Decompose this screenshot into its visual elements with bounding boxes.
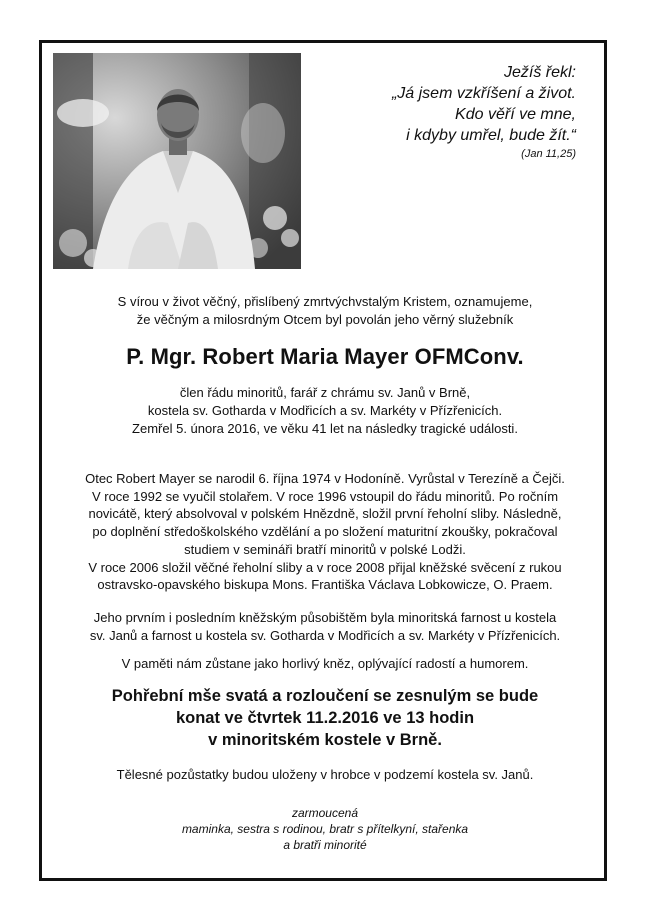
signature-line: a bratři minorité bbox=[283, 838, 367, 852]
funeral-announcement bbox=[53, 685, 597, 751]
signature-line: zarmoucená bbox=[291, 806, 359, 820]
biography-line: studiem v semináři bratří minoritů v polské Lodži. bbox=[184, 541, 466, 557]
mourners-signature bbox=[53, 805, 597, 853]
remains-note: Tělesné pozůstatky budou uloženy v hrobce v podzemí kostela sv. Janů. bbox=[116, 767, 534, 782]
deceased-details bbox=[53, 384, 597, 438]
biography-line: novicátě, který absolvoval v polském Hnězdně, složil první řeholní sliby. Následně, bbox=[88, 506, 562, 522]
funeral-line: konat ve čtvrtek 11.2.2016 ve 13 hodin bbox=[175, 709, 475, 727]
biography-line: V roce 2006 složil věčné řeholní sliby a v roce 2008 přijal kněžské svěcení z rukou bbox=[88, 559, 562, 575]
ministry-line: sv. Janů a farnost u kostela sv. Gotharda v Modřicích a sv. Markéty v Přízřenicích. bbox=[89, 628, 561, 643]
signature-line: maminka, sestra s rodinou, bratr s přítelkyní, stařenka bbox=[181, 822, 469, 836]
biography-line: Otec Robert Mayer se narodil 6. října 1974 v Hodoníně. Vyrůstal v Terezíně a Čejči. bbox=[85, 471, 565, 486]
biography bbox=[53, 470, 597, 594]
announcement-intro bbox=[53, 293, 597, 329]
memory-paragraph: V paměti nám zůstane jako horlivý kněz, oplývající radostí a humorem. bbox=[121, 656, 529, 671]
quote-line: „Já jsem vzkříšení a život. bbox=[391, 85, 576, 102]
quote-reference: (Jan 11,25) bbox=[521, 148, 576, 160]
details-line: Zemřel 5. února 2016, ve věku 41 let na následky tragické události. bbox=[132, 421, 518, 436]
scripture-quote bbox=[336, 62, 576, 162]
ministry-line: Jeho prvním i posledním kněžským působištěm byla minoritská farnost u kostela bbox=[93, 610, 557, 625]
details-line: kostela sv. Gotharda v Modřicích a sv. Markéty v Přízřenicích. bbox=[147, 403, 503, 418]
biography-line: ostravsko-opavského biskupa Mons. Františka Václava Lobkowicze, O. Praem. bbox=[97, 577, 553, 593]
ministry-paragraph bbox=[53, 609, 597, 645]
quote-line: Ježíš řekl: bbox=[503, 64, 576, 81]
quote-line: Kdo věří ve mne, bbox=[455, 106, 576, 123]
intro-line: S vírou v život věčný, přislíbený zmrtvýchvstalým Kristem, oznamujeme, bbox=[117, 294, 533, 309]
quote-line: i kdyby umřel, bude žít.“ bbox=[406, 127, 576, 144]
funeral-line: Pohřební mše svatá a rozloučení se zesnulým se bude bbox=[111, 687, 539, 705]
intro-line: že věčným a milosrdným Otcem byl povolán jeho věrný služebník bbox=[136, 312, 514, 327]
biography-line: po doplnění středoškolského vzdělání a po složení maturitní zkoušky, pokračoval bbox=[92, 524, 558, 540]
deceased-name: P. Mgr. Robert Maria Mayer OFMConv. bbox=[126, 344, 524, 369]
portrait-photo bbox=[53, 53, 301, 269]
biography-line: V roce 1992 se vyučil stolařem. V roce 1996 vstoupil do řádu minoritů. Po ročním bbox=[91, 488, 559, 504]
details-line: člen řádu minoritů, farář z chrámu sv. Janů v Brně, bbox=[179, 385, 471, 400]
funeral-line: v minoritském kostele v Brně. bbox=[208, 731, 442, 749]
